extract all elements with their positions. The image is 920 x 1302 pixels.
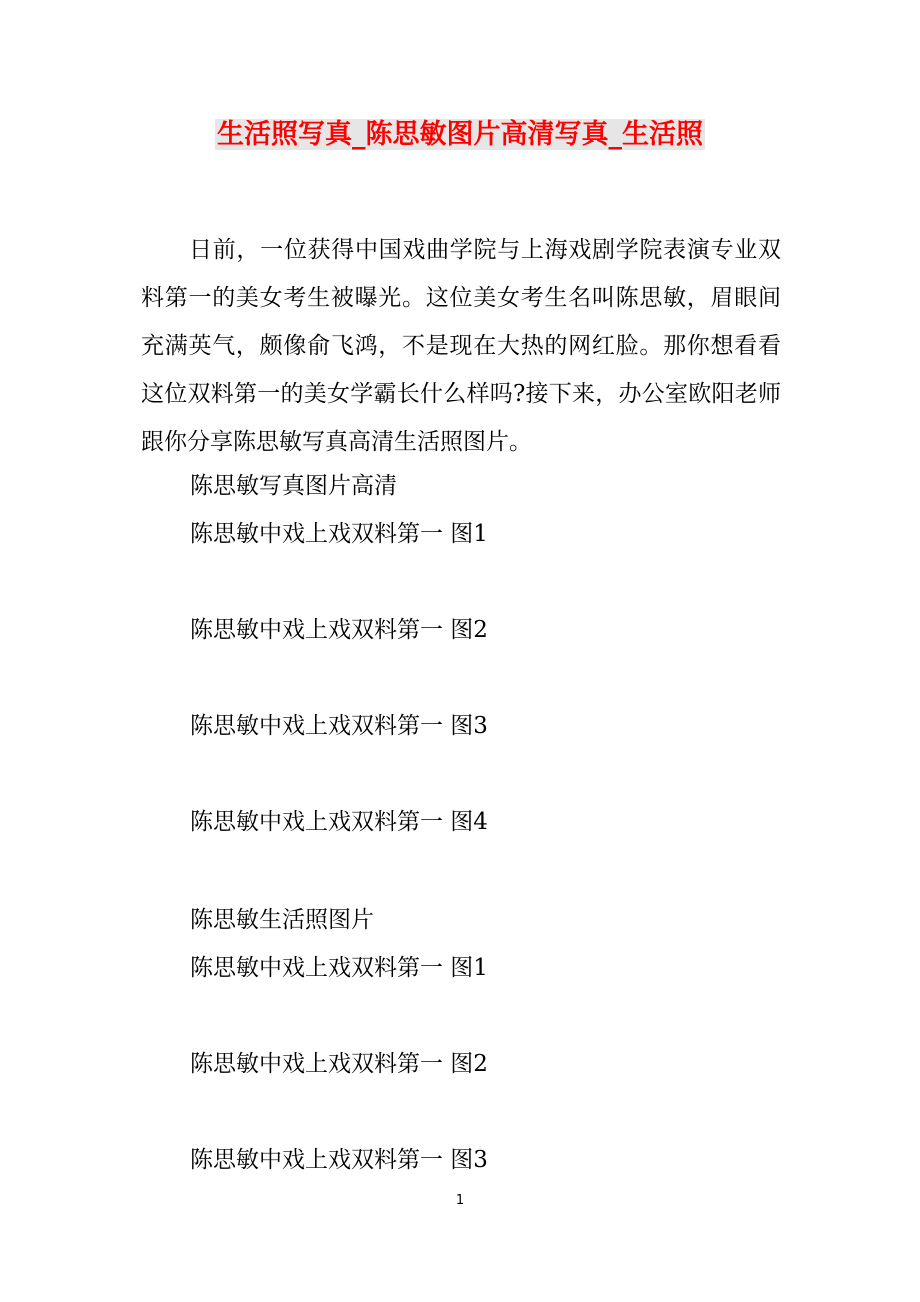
caption-life-2: 陈思敏中戏上戏双料第一 图2 <box>190 1051 488 1077</box>
caption-portrait-1: 陈思敏中戏上戏双料第一 图1 <box>190 521 488 547</box>
intro-paragraph: 日前，一位获得中国戏曲学院与上海戏剧学院表演专业双料第一的美女考生被曝光。这位美女考生名叫陈思敏，眉眼间充满英气，颇像俞飞鸿，不是现在大热的网红脸。那你想看看这位双料第一的美女学霸长什么样吗?接下来，办公室欧阳老师跟你分享陈思敏写真高清生活照图片。 <box>141 237 781 455</box>
section-heading-life: 陈思敏生活照图片 <box>190 907 374 933</box>
caption-portrait-2: 陈思敏中戏上戏双料第一 图2 <box>190 617 488 643</box>
document-title <box>0 114 920 156</box>
caption-life-1: 陈思敏中戏上戏双料第一 图1 <box>190 955 488 981</box>
page-number: 1 <box>455 1193 465 1208</box>
caption-life-3: 陈思敏中戏上戏双料第一 图3 <box>190 1147 488 1173</box>
caption-portrait-3: 陈思敏中戏上戏双料第一 图3 <box>190 713 488 739</box>
section-heading-portrait: 陈思敏写真图片高清 <box>190 473 397 499</box>
caption-portrait-4: 陈思敏中戏上戏双料第一 图4 <box>190 809 488 835</box>
document-title-text: 生活照写真_陈思敏图片高清写真_生活照 <box>217 119 703 150</box>
